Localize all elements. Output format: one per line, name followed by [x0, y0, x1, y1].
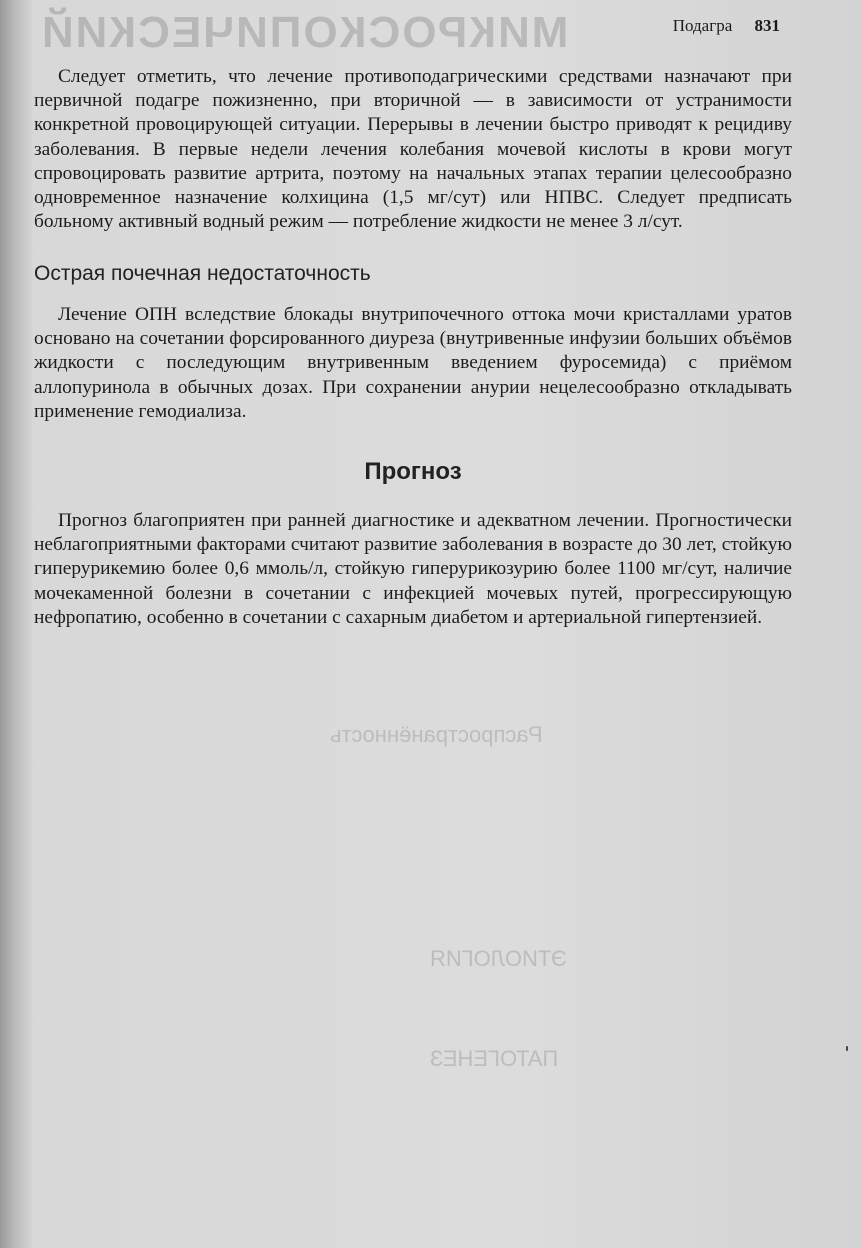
running-title: Подагра	[672, 16, 733, 35]
paragraph-renal-failure: Лечение ОПН вследствие блокады внутрипочечного оттока мочи кристаллами уратов основано на сочетании форсированного диуреза (внутривенные инфузии больших объёмов жидкости с последующим внутривенным введением фуросемида) с приёмом аллопуринола в обычных дозах. При сохранении анурии нецелесообразно откладывать применение гемодиализа.	[34, 304, 792, 422]
section-heading-prognosis: Прогноз	[364, 458, 462, 485]
bleed-through-heading-3: ПАТОГЕНЕЗ	[430, 1046, 559, 1071]
paragraph-treatment-duration: Следует отметить, что лечение противоподагрическими средствами назначают при первичной подагре пожизненно, при вторичной — в зависимости от устранимости конкретной провоцирующей ситуации. Перерывы в лечении быстро приводят к рецидиву заболевания. В первые недели лечения колебания мочевой кислоты в крови могут спровоцировать развитие артрита, поэтому на начальных этапах терапии целесообразно одновременное назначение колхицина (1,5 мг/сут) или НПВС. Следует предписать больному активный водный режим — потребление жидкости не менее 3 л/сут.	[34, 66, 792, 233]
page-number: 831	[754, 16, 780, 35]
bleed-through-heading-1: Распространённость	[330, 722, 543, 747]
scan-speck	[846, 1046, 848, 1051]
running-header	[673, 16, 780, 36]
bleed-through-title: МИКРОСКОПИЧЕСКИЙ	[40, 8, 569, 57]
section-heading-renal-failure: Острая почечная недостаточность	[34, 262, 371, 285]
paragraph-prognosis: Прогноз благоприятен при ранней диагностике и адекватном лечении. Прогностически неблагоприятными факторами считают развитие заболевания в возрасте до 30 лет, стойкую гиперурикемию более 0,6 ммоль/л, стойкую гиперурикозурию более 1100 мг/сут, наличие мочекаменной болезни в сочетании с инфекцией мочевых путей, прогрессирующую нефропатию, особенно в сочетании с сахарным диабетом и артериальной гипертензией.	[34, 510, 792, 628]
bleed-through-heading-2: ЭТИОЛОГИЯ	[430, 946, 568, 971]
